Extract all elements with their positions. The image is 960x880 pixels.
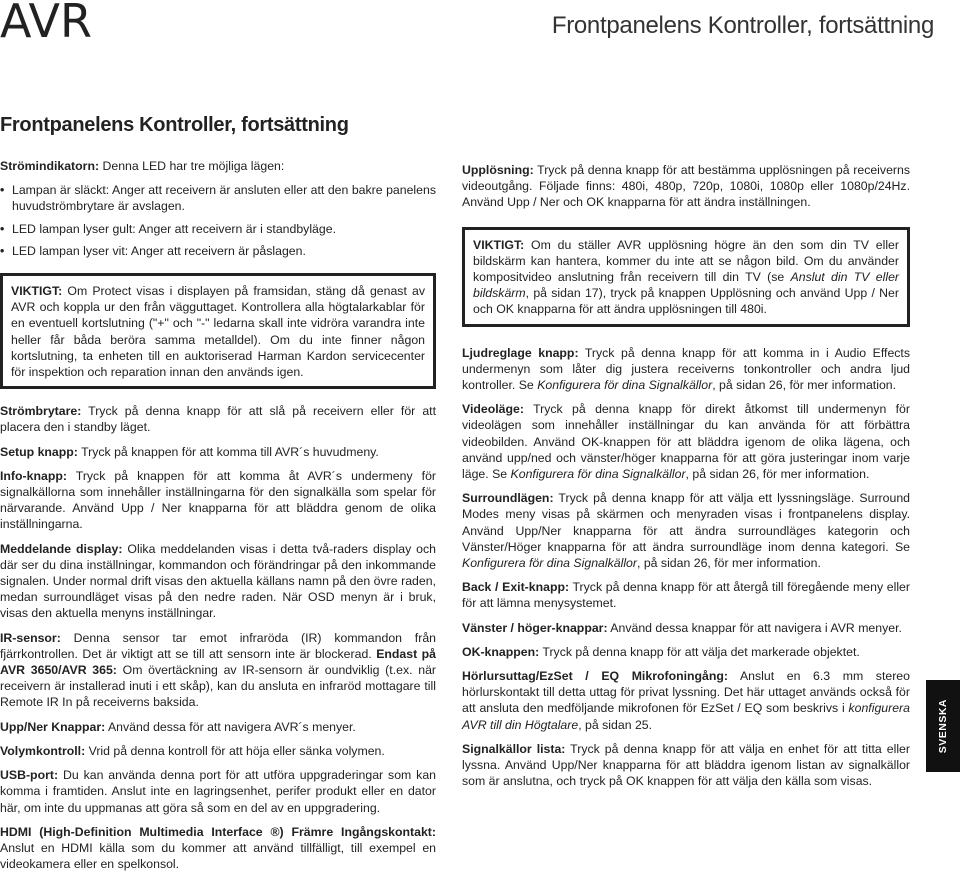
term-label: OK-knappen: (462, 644, 540, 659)
bullet-item: • LED lampan lyser vit: Anger att receivern är påslagen. (0, 243, 436, 259)
term-text: Tryck på knappen för att komma till AVR´s huvudmeny. (77, 444, 379, 459)
term-text: Tryck på knappen för att komma åt AVR´s undermeny för signalkällorna som innehåller inställningarna för den signalkälla som spelar för närvarande. Använd Upp / Ner knapparna för att bläddra genom de olika inställningarna. (0, 468, 436, 532)
warning-text: , på sidan 17), tryck på knappen Upplösning och använd Upp / Ner och OK knapparna för att ändra upplösningen till 480i. (473, 286, 899, 317)
term-text: Tryck på denna knapp för att välja det markerade objektet. (539, 644, 860, 659)
term-label: Upp/Ner Knappar: (0, 719, 106, 734)
item-paragraph (0, 468, 436, 533)
term-label: Back / Exit-knapp: (462, 580, 570, 595)
term-text: Använd dessa knappar för att navigera i AVR menyer. (607, 620, 902, 635)
item-paragraph (462, 162, 910, 211)
term-label: Hörlursuttag/EzSet / EQ Mikrofoningång: (462, 669, 729, 684)
term-text: , på sidan 26, för mer information. (637, 556, 821, 571)
term-label: Upplösning: (462, 163, 534, 177)
term-text: Tryck på denna knapp för att komma in i Audio Effects undermenyn som låter dig justera receiverns tonkontroller och andra ljud kontroller. Se (462, 345, 910, 393)
term-label: Surroundlägen: (462, 491, 554, 506)
term-label: Strömbrytare: (0, 404, 82, 419)
cross-reference: Anslut din TV eller bildskärm (473, 270, 900, 301)
right-column (462, 162, 910, 798)
item-paragraph (0, 403, 436, 435)
bullet-item: • Lampan är släckt: Anger att receivern är ansluten eller att den bakre panelens huvudströmbrytare är avslagen. (0, 182, 436, 214)
item-paragraph (0, 541, 436, 622)
item-paragraph (462, 668, 910, 733)
indicator-bullet-list (0, 182, 436, 259)
term-text: Om övertäckning av IR-sensorn är oundviklig (t.ex. när receivern är installerad inuti i ett skåp), kan du ansluta en infraröd mottagare till Remote IR In på receiverns baksida. (0, 663, 436, 710)
item-paragraph (0, 444, 436, 460)
term-label: IR-sensor: (0, 630, 61, 645)
item-paragraph (462, 490, 910, 571)
term-text: Vrid på denna kontroll för att höja eller sänka volymen. (85, 743, 385, 758)
item-paragraph (462, 620, 910, 636)
warning-label: VIKTIGT: (473, 237, 525, 252)
cross-reference: konfigurera AVR till din Högtalare (462, 701, 910, 732)
item-paragraph (462, 644, 910, 660)
avr-logo: AVR (0, 0, 92, 48)
term-text: Tryck på denna knapp för att återgå till föregående meny eller för att lämna menysystemet. (462, 580, 910, 611)
item-paragraph (462, 345, 910, 394)
left-column (0, 158, 436, 880)
term-text: Tryck på denna knapp för att välja ett lyssningsläge. Surround Modes meny visas på skärmen och menyraden visas i frontpanelens display. Använd Upp/Ner knapparna för att ändra surroundläges kategorin och Vänster/Höger knapparna för att ändra surroundläge inom denna kategori. Se (462, 491, 910, 554)
term-text: Tryck på denna knapp för direkt åtkomst till undermenyn för videolägen som innehåller inställningar du kan använda för att förbättra videobilden. Använd OK-knappen för att bläddra igenom de olika lägena, och använd upp/ned och vänster/höger knapparna för att göra justeringar inom varje läge. Se (462, 402, 910, 482)
term-label: Setup knapp: (0, 444, 78, 459)
term-label: Endast på AVR 3650/AVR 365: (0, 646, 437, 678)
warning-text: Om du ställer AVR upplösning högre än den som din TV eller bildskärm kan hantera, kommer du inte att se någon bild. Om du använder kompositvideo anslutning från receivern till din TV (se (473, 237, 899, 285)
item-paragraph (462, 741, 910, 790)
term-text: Tryck på denna knapp för att slå på receivern eller för att placera den i standby läget. (0, 404, 436, 435)
item-paragraph (0, 824, 436, 873)
term-label: HDMI (High-Definition Multimedia Interface ®) Främre Ingångskontakt: (0, 824, 436, 839)
page-title: Frontpanelens Kontroller, fortsättning (0, 114, 349, 136)
term-label: Info-knapp: (0, 468, 67, 483)
term-text: Anslut en 6.3 mm stereo hörlurskontakt till detta uttag för privat lyssning. Det här uttaget används också för att ansluta den medföljande mikrofonen för EzSet / EQ som beskrivs i (462, 669, 910, 716)
language-label: SVENSKA (937, 698, 949, 754)
warning-label: VIKTIGT: (11, 284, 63, 299)
term-text: Använd dessa för att navigera AVR´s menyer. (105, 719, 356, 734)
item-paragraph (0, 630, 436, 711)
term-label: Signalkällor lista: (462, 741, 566, 756)
term-text: , på sidan 26, för mer information. (685, 467, 870, 482)
term-text: Olika meddelanden visas i detta två-raders display och där ser du dina inställningar, kommandon och förändringar på den inkommande signalen. Under normal drift visas den aktuella källans namn på den övre raden, medan surroundläget visas på den nedre raden. När OSD menyn är i bruk, visas den aktuella menyns inställningar. (0, 541, 436, 621)
bullet-item: • LED lampan lyser gult: Anger att receivern är i standbyläge. (0, 221, 436, 237)
term-label: Strömindikatorn: (0, 159, 100, 173)
term-text: Denna sensor tar emot infraröda (IR) kommandon från fjärrkontrollen. Det är viktigt att se till att sensorn inte är blockerad. (0, 630, 436, 661)
item-paragraph (462, 401, 910, 482)
term-text: Tryck på denna knapp för att välja en enhet för att titta eller lyssna. Använd Upp/Ner knapparna för att bläddra igenom listan av signalkällor som är anslutna, och tryck på OK knappen för att välja den källa som visas. (462, 741, 910, 789)
item-paragraph (0, 767, 436, 816)
term-text: , på sidan 26, för mer information. (712, 378, 897, 393)
item-paragraph (0, 743, 436, 759)
language-side-tab (926, 680, 960, 772)
power-indicator-paragraph (0, 158, 436, 174)
warning-text: Om Protect visas i displayen på framsidan, stäng då genast av AVR och koppla ur den från vägguttaget. Kontrollera alla högtalarkablar för en eventuell kortslutning ("+" och "-" ledarna skall inte vidröra varandra inte heller får båda beröra samma metalldel). Om du inte finner någon kortslutning, ta enheten till en auktoriserad Harman Kardon servicecenter för inspektion och reparation innan den används igen. (11, 284, 425, 380)
cross-reference: Konfigurera för dina Signalkällor (510, 467, 686, 482)
term-text: Tryck på denna knapp för att bestämma upplösningen på receiverns videoutgång. Följade finns: 480i, 480p, 720p, 1080i, 1080p eller 1080p/24Hz. Använd Upp / Ner och OK knapparna för att ändra inställningen. (462, 163, 910, 210)
term-label: Meddelande display: (0, 541, 123, 556)
term-label: Videoläge: (462, 402, 524, 417)
term-label: Volymkontroll: (0, 743, 86, 758)
term-text: Du kan använda denna port för att utföra uppgraderingar som kan komma i framtiden. Anslut inte en lagringsenhet, perifer produkt eller en dator här, om inte du uppmanas att göra så som en del av en uppgradering. (0, 768, 436, 815)
term-text: Denna LED har tre möjliga lägen: (99, 159, 285, 173)
item-paragraph (462, 579, 910, 611)
term-text: , på sidan 25. (578, 717, 653, 732)
resolution-warning-box (462, 227, 910, 327)
term-label: Vänster / höger-knappar: (462, 620, 608, 635)
running-head: Frontpanelens Kontroller, fortsättning (551, 12, 934, 39)
cross-reference: Konfigurera för dina Signalkällor (537, 378, 713, 393)
cross-reference: Konfigurera för dina Signalkällor (462, 556, 637, 571)
item-paragraph (0, 719, 436, 735)
term-text: Anslut en HDMI källa som du kommer att använd tillfälligt, till exempel en videokamera eller en spelkonsol. (0, 840, 436, 872)
protect-warning-box (0, 273, 436, 389)
term-label: Ljudreglage knapp: (462, 345, 579, 360)
term-label: USB-port: (0, 768, 59, 783)
